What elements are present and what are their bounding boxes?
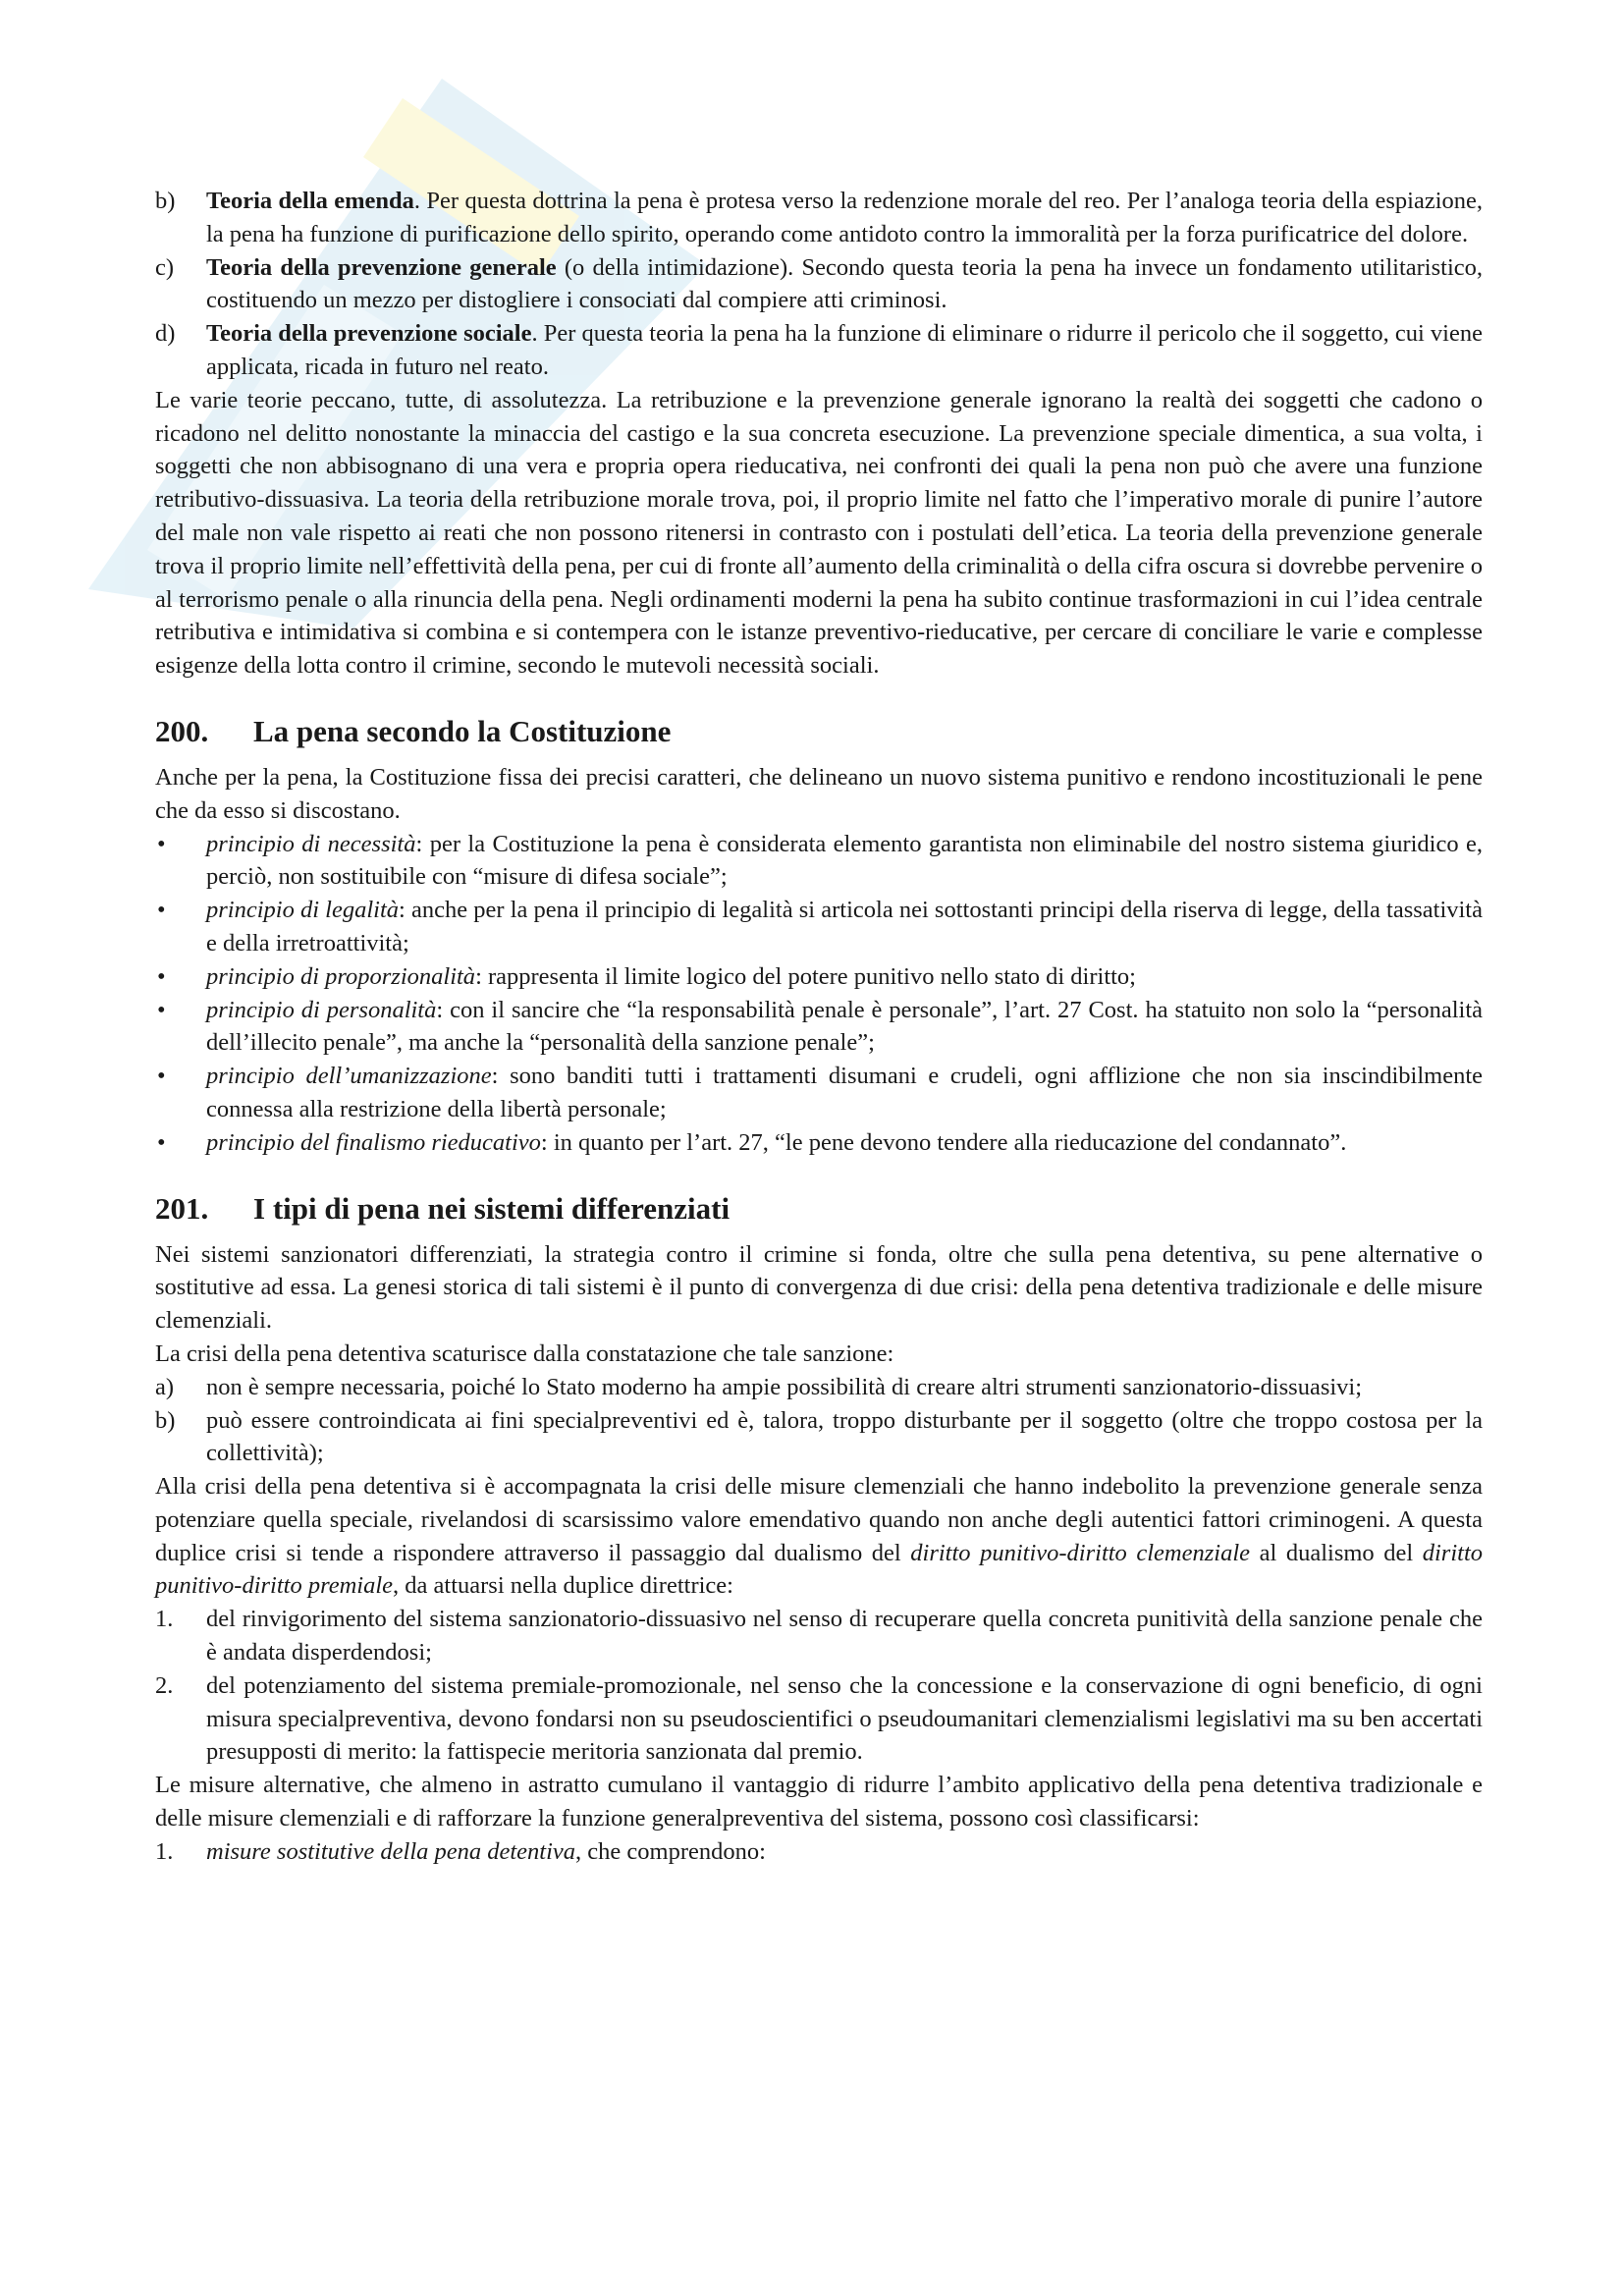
principle-name: principio di necessità [206, 830, 416, 857]
bullet-icon: • [157, 996, 166, 1023]
bullet-icon: • [157, 1063, 166, 1090]
section-201-paragraph-4: Le misure alternative, che almeno in astratto cumulano il vantaggio di ridurre l’ambito applicativo della pena detentiva tradizionale e delle misure clemenziali e di rafforzare la funzione generalpreventiva del sistema, possono così classificarsi: [155, 1772, 1483, 1832]
measure-item-1 [155, 1835, 1483, 1869]
principle-text: : anche per la pena il principio di legalità si articola nei sottostanti principi della riserva di legge, della tassatività e della irretroattività; [206, 897, 1483, 957]
crisis-item-b [155, 1404, 1483, 1471]
direction-text: del rinvigorimento del sistema sanzionatorio-dissuasivo nel senso di recuperare quella concreta punitività della sanzione penale che è andata disperdendosi; [206, 1606, 1483, 1667]
italic-phrase: diritto punitivo-diritto clemenziale [910, 1539, 1251, 1566]
measure-text: , che comprendono: [575, 1837, 766, 1865]
principle-name: principio di legalità [206, 897, 400, 924]
principle-item [155, 1126, 1483, 1160]
section-title: I tipi di pena nei sistemi differenziati [253, 1190, 730, 1226]
item-marker: 1. [155, 1606, 174, 1633]
principle-name: principio di personalità [206, 996, 437, 1023]
section-201-paragraph-1: Nei sistemi sanzionatori differenziati, la strategia contro il crimine si fonda, oltre che sulla pena detentiva, su pene alternative o sostitutive ad essa. La genesi storica di tali sistemi è il punto di convergenza di due crisi: della pena detentiva tradizionale e delle misure clemenziali. [155, 1240, 1483, 1335]
item-marker: d) [155, 320, 176, 348]
crisis-text: può essere controindicata ai fini specialpreventivi ed è, talora, troppo disturbante per il soggetto (oltre che troppo costosa per la collettività); [206, 1406, 1483, 1467]
principle-text: : rappresenta il limite logico del potere punitivo nello stato di diritto; [475, 962, 1136, 990]
principle-item [155, 894, 1483, 960]
direction-item-2 [155, 1669, 1483, 1769]
principle-item [155, 828, 1483, 895]
principle-text: : per la Costituzione la pena è considerata elemento garantista non eliminabile del nostro sistema giuridico e, perciò, non sostituibile con “misure di difesa sociale”; [206, 830, 1483, 891]
item-marker: b) [155, 1406, 176, 1434]
paragraph-text: , da attuarsi nella duplice direttrice: [393, 1572, 733, 1600]
theory-term: Teoria della prevenzione generale [206, 253, 557, 281]
paragraph-text: al dualismo del [1250, 1539, 1423, 1566]
item-marker: b) [155, 188, 176, 214]
section-201-heading [155, 1189, 1483, 1229]
theories-list [155, 185, 1483, 384]
principle-text: : in quanto per l’art. 27, “le pene devono tendere alla rieducazione del condannato”. [540, 1128, 1347, 1156]
principle-name: principio del finalismo rieducativo [206, 1128, 541, 1156]
principles-list [155, 828, 1483, 1160]
bullet-icon: • [157, 1128, 166, 1156]
measures-list [155, 1835, 1483, 1869]
principle-name: principio di proporzionalità [206, 962, 476, 990]
theories-conclusion: Le varie teorie peccano, tutte, di assolutezza. La retribuzione e la prevenzione generale ignorano la realtà dei soggetti che cadono o ricadono nel delitto nonostante la minaccia del castigo e la sua concreta esecuzione. La prevenzione speciale dimentica, a sua volta, i soggetti che non abbisognano di una vera e propria opera rieducativa, nei confronti dei quali la pena non può che avere una funzione retributivo-dissuasiva. La teoria della retribuzione morale trova, poi, il proprio limite nel fatto che l’imperativo morale di punire l’autore del male non vale rispetto ai reati che non possono ritenersi in contrasto con i postulati dell’etica. La teoria della prevenzione generale trova il proprio limite nell’effettività della pena, per cui di fronte all’aumento della criminalità o della cifra oscura si dovrebbe pervenire o al terrorismo penale o alla rinuncia della pena. Negli ordinamenti moderni la pena ha subito continue trasformazioni in cui l’idea centrale retributiva e intimidativa si combina e si contempera con le istanze preventivo-rieducative, per cercare di conciliare le varie e complesse esigenze della lotta contro il crimine, secondo le mutevoli necessità sociali. [155, 386, 1483, 680]
principle-item [155, 960, 1483, 994]
bullet-icon: • [157, 962, 166, 990]
theory-term: Teoria della prevenzione sociale [206, 320, 532, 348]
theory-term: Teoria della emenda [206, 188, 414, 214]
directions-list [155, 1603, 1483, 1769]
section-number: 201. [155, 1190, 209, 1226]
section-number: 200. [155, 713, 209, 748]
theory-item-d [155, 317, 1483, 384]
italic-phrase: diritto punitivo-diritto premiale [155, 1539, 1483, 1600]
crisis-item-a [155, 1371, 1483, 1404]
crisis-text: non è sempre necessaria, poiché lo Stato moderno ha ampie possibilità di creare altri strumenti sanzionatorio-dissuasivi; [206, 1373, 1363, 1400]
direction-item-1 [155, 1603, 1483, 1669]
principle-item [155, 1060, 1483, 1126]
theory-text: . Per questa dottrina la pena è protesa verso la redenzione morale del reo. Per l’analoga teoria della espiazione, la pena ha funzione di purificazione dello spirito, operando come antidoto contro la immoralità per la forza purificatrice del dolore. [206, 188, 1483, 247]
section-201-paragraph-3 [155, 1470, 1483, 1603]
section-title: La pena secondo la Costituzione [253, 713, 672, 748]
principle-text: : con il sancire che “la responsabilità penale è personale”, l’art. 27 Cost. ha statuito non solo la “personalità dell’illecito penale”, ma anche la “personalità della sanzione penale”; [206, 996, 1484, 1057]
document-page [155, 185, 1483, 1869]
theory-text: . Per questa teoria la pena ha la funzione di eliminare o ridurre il pericolo che il soggetto, cui viene applicata, ricada in futuro nel reato. [206, 320, 1483, 380]
principle-name: principio dell’umanizzazione [206, 1063, 492, 1090]
section-200-heading [155, 712, 1483, 751]
paragraph-text: Alla crisi della pena detentiva si è accompagnata la crisi delle misure clemenziali che hanno indebolito la prevenzione generale senza potenziare quella speciale, rivelandosi di scarsissimo valore emendativo quando non anche degli autentici fattori criminogeni. A questa duplice crisi si tende a rispondere attraverso il passaggio dal dualismo del [155, 1473, 1483, 1566]
section-200-intro: Anche per la pena, la Costituzione fissa dei precisi caratteri, che delineano un nuovo sistema punitivo e rendono incostituzionali le pene che da esso si discostano. [155, 763, 1483, 824]
bullet-icon: • [157, 830, 166, 857]
crisis-list [155, 1371, 1483, 1470]
theory-item-c [155, 251, 1483, 318]
item-marker: c) [155, 253, 175, 281]
section-201-paragraph-2: La crisi della pena detentiva scaturisce dalla constatazione che tale sanzione: [155, 1339, 894, 1367]
item-marker: a) [155, 1373, 175, 1400]
theory-text: (o della intimidazione). Secondo questa teoria la pena ha invece un fondamento utilitaristico, costituendo un mezzo per distogliere i consociati dal compiere atti criminosi. [206, 253, 1484, 314]
item-marker: 1. [155, 1837, 174, 1865]
measure-name: misure sostitutive della pena detentiva [206, 1837, 576, 1865]
direction-text: del potenziamento del sistema premiale-promozionale, nel senso che la concessione e la conservazione di ogni beneficio, di ogni misura specialpreventiva, devono fondarsi non su pseudoscientifici o pseudoumanitari clemenzialismi legislativi ma su ben accertati presupposti di merito: la fattispecie meritoria sanzionata dal premio. [206, 1671, 1483, 1766]
item-marker: 2. [155, 1671, 174, 1699]
principle-text: : sono banditi tutti i trattamenti disumani e crudeli, ogni afflizione che non sia inscindibilmente connessa alla restrizione della libertà personale; [206, 1063, 1483, 1122]
bullet-icon: • [157, 897, 166, 924]
theory-item-b [155, 185, 1483, 251]
principle-item [155, 994, 1483, 1061]
